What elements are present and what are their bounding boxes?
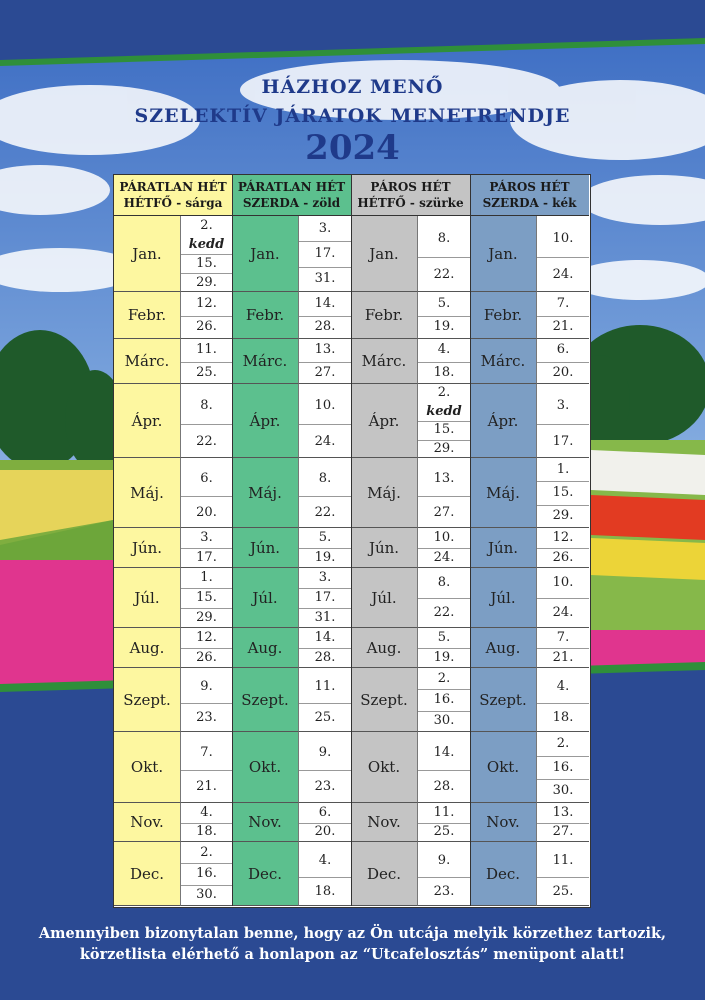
- date-divider: [299, 496, 351, 497]
- date-cell: [536, 384, 589, 458]
- date-value: 27.: [552, 824, 574, 840]
- date-value: 28.: [314, 319, 336, 335]
- column-header-title: PÁROS HÉT: [370, 180, 451, 194]
- date-value: 13.: [433, 471, 455, 486]
- date-value: 7.: [556, 630, 570, 645]
- date-value: 20.: [196, 504, 217, 520]
- date-cell: [536, 458, 589, 528]
- date-divider: [537, 424, 589, 425]
- date-cell: [298, 216, 351, 292]
- month-label: Dec.: [232, 842, 298, 906]
- month-label: Szept.: [232, 668, 298, 732]
- date-value: 24.: [552, 605, 574, 620]
- column-header-subtitle: HÉTFŐ - szürke: [357, 196, 464, 210]
- date-divider: [418, 548, 470, 549]
- date-value: 30.: [552, 783, 574, 799]
- date-divider: [418, 711, 470, 712]
- month-label: Szept.: [114, 668, 180, 732]
- date-cell: [180, 339, 232, 384]
- month-label: Nov.: [114, 803, 180, 842]
- schedule-table: [113, 174, 591, 908]
- date-value: 5.: [437, 630, 451, 645]
- date-cell: [417, 528, 470, 568]
- date-value: 19.: [314, 550, 336, 565]
- month-label: Jún.: [114, 528, 180, 568]
- date-value: 12.: [196, 295, 217, 311]
- month-label: Aug.: [470, 628, 536, 668]
- title-line-2: SZELEKTÍV JÁRATOK MENETRENDJE: [134, 105, 571, 127]
- date-divider: [299, 267, 351, 268]
- date-value: 2.: [437, 670, 451, 686]
- date-divider: [418, 648, 470, 649]
- date-value: 12.: [552, 530, 574, 545]
- date-value: 7.: [200, 745, 213, 761]
- date-value: 17.: [314, 246, 336, 261]
- date-value: 21.: [196, 779, 217, 795]
- date-value: 14.: [314, 295, 336, 311]
- date-divider: [537, 548, 589, 549]
- date-cell: [417, 216, 470, 292]
- date-value: 5.: [437, 295, 451, 311]
- date-cell: [180, 803, 232, 842]
- date-cell: [536, 628, 589, 668]
- date-value: 4.: [200, 804, 213, 820]
- date-divider: [418, 877, 470, 878]
- date-value: 19.: [433, 650, 455, 665]
- date-value: 4.: [556, 679, 570, 695]
- date-value: 2.: [556, 735, 570, 751]
- column-header-4: [470, 175, 589, 216]
- date-value: 10.: [552, 575, 574, 590]
- month-label: Máj.: [470, 458, 536, 528]
- date-cell: [536, 568, 589, 628]
- date-cell: [298, 568, 351, 628]
- date-cell: [180, 458, 232, 528]
- date-value: 23.: [433, 883, 455, 899]
- date-cell: [180, 732, 232, 803]
- column-header-subtitle: SZERDA - kék: [482, 196, 577, 210]
- date-value: 28.: [314, 650, 336, 665]
- date-cell: [417, 384, 470, 458]
- date-value: 26.: [196, 650, 217, 665]
- date-value: 18.: [552, 709, 574, 725]
- month-label: Jún.: [232, 528, 298, 568]
- date-divider: [418, 257, 470, 258]
- month-label: Febr.: [114, 292, 180, 339]
- date-value: 13.: [552, 804, 574, 820]
- date-value: 3.: [200, 530, 213, 545]
- date-value: 18.: [196, 824, 217, 840]
- date-cell: [417, 803, 470, 842]
- date-value: 9.: [200, 679, 213, 695]
- date-value: 22.: [433, 605, 455, 620]
- date-value: 9.: [318, 745, 332, 761]
- date-value: 29.: [552, 508, 574, 524]
- month-label: Máj.: [232, 458, 298, 528]
- date-divider: [537, 703, 589, 704]
- date-value: 6.: [200, 471, 213, 486]
- date-divider: [181, 588, 232, 589]
- date-value: 1.: [200, 570, 213, 585]
- date-cell: [298, 628, 351, 668]
- date-value: 22.: [433, 267, 455, 283]
- month-label: Dec.: [470, 842, 536, 906]
- date-cell: [536, 803, 589, 842]
- date-cell: [417, 842, 470, 906]
- month-label: Júl.: [232, 568, 298, 628]
- month-label: Máj.: [351, 458, 417, 528]
- date-value: 27.: [314, 364, 336, 380]
- date-value: 20.: [314, 824, 336, 840]
- month-label: Márc.: [232, 339, 298, 384]
- date-cell: [417, 292, 470, 339]
- date-cell: [298, 528, 351, 568]
- date-value: 2.: [437, 385, 451, 401]
- date-cell: [298, 292, 351, 339]
- date-cell: [180, 842, 232, 906]
- month-label: Ápr.: [232, 384, 298, 458]
- date-cell: [536, 528, 589, 568]
- date-value: 3.: [318, 220, 332, 236]
- date-value: 17.: [552, 433, 574, 449]
- date-value: 11.: [433, 804, 455, 820]
- date-value: 31.: [314, 610, 336, 625]
- date-value: 23.: [314, 779, 336, 795]
- date-value: 16.: [552, 759, 574, 775]
- date-value: 30.: [196, 887, 217, 903]
- month-label: Nov.: [232, 803, 298, 842]
- column-header-title: PÁRATLAN HÉT: [119, 180, 227, 194]
- column-header-subtitle: SZERDA - zöld: [242, 196, 341, 210]
- date-cell: [536, 668, 589, 732]
- footer-line-2: körzetlista elérhető a honlapon az “Utcafelosztás” menüpont alatt!: [79, 946, 626, 963]
- date-value: 12.: [196, 630, 217, 645]
- month-label: Jan.: [351, 216, 417, 292]
- date-divider: [537, 756, 589, 757]
- date-value: 31.: [314, 271, 336, 287]
- month-label: Júl.: [351, 568, 417, 628]
- date-value: 22.: [196, 433, 217, 449]
- date-value: 26.: [196, 319, 217, 335]
- date-value: 14.: [433, 745, 455, 761]
- month-label: Dec.: [351, 842, 417, 906]
- date-value: 8.: [437, 230, 451, 246]
- date-divider: [181, 885, 232, 886]
- date-value: 3.: [556, 398, 570, 414]
- column-header-subtitle: HÉTFŐ - sárga: [123, 196, 223, 210]
- date-value: 5.: [318, 530, 332, 545]
- month-label: Máj.: [114, 458, 180, 528]
- date-value: 8.: [437, 575, 451, 590]
- date-value: 28.: [433, 779, 455, 795]
- date-divider: [537, 648, 589, 649]
- date-value: 1.: [556, 461, 570, 477]
- date-value: 24.: [433, 550, 455, 565]
- date-divider: [537, 481, 589, 482]
- date-divider: [299, 316, 351, 317]
- date-value: 7.: [556, 295, 570, 311]
- date-value: 22.: [314, 504, 336, 520]
- month-label: Jún.: [351, 528, 417, 568]
- date-value: 3.: [318, 570, 332, 585]
- month-label: Febr.: [351, 292, 417, 339]
- date-divider: [299, 588, 351, 589]
- date-value: 8.: [200, 398, 213, 414]
- date-value: 2.: [200, 217, 213, 233]
- date-value: 25.: [433, 824, 455, 840]
- date-divider: [418, 770, 470, 771]
- date-cell: [180, 292, 232, 339]
- month-label: Ápr.: [114, 384, 180, 458]
- date-cell: [298, 339, 351, 384]
- footer-line-1: Amennyiben bizonytalan benne, hogy az Ön utcája melyik körzethez tartozik,: [38, 925, 667, 942]
- date-divider: [537, 505, 589, 506]
- month-label: Febr.: [232, 292, 298, 339]
- date-value: 18.: [433, 364, 455, 380]
- month-label: Júl.: [114, 568, 180, 628]
- date-cell: [298, 458, 351, 528]
- date-cell: [180, 528, 232, 568]
- date-divider: [299, 362, 351, 363]
- date-value: 11.: [196, 342, 217, 358]
- date-divider: [181, 254, 232, 255]
- column-header-title: PÁROS HÉT: [489, 180, 570, 194]
- date-value: 25.: [314, 709, 336, 725]
- date-cell: [417, 568, 470, 628]
- date-value: 21.: [552, 319, 574, 335]
- date-cell: [417, 668, 470, 732]
- date-cell: [417, 339, 470, 384]
- weekday-note: kedd: [188, 236, 225, 252]
- date-cell: [536, 292, 589, 339]
- date-value: 24.: [314, 433, 336, 449]
- date-cell: [536, 216, 589, 292]
- date-value: 15.: [552, 485, 574, 500]
- date-value: 16.: [433, 692, 455, 707]
- date-divider: [418, 598, 470, 599]
- column-header-2: [232, 175, 351, 216]
- column-divider: [232, 175, 233, 906]
- date-value: 10.: [314, 398, 336, 414]
- title-year: 2024: [305, 128, 400, 168]
- date-divider: [418, 362, 470, 363]
- date-divider: [299, 241, 351, 242]
- date-divider: [537, 316, 589, 317]
- month-label: Okt.: [232, 732, 298, 803]
- date-cell: [180, 568, 232, 628]
- month-label: Okt.: [470, 732, 536, 803]
- date-value: 13.: [314, 342, 336, 358]
- month-label: Febr.: [470, 292, 536, 339]
- date-value: 4.: [318, 853, 332, 869]
- date-divider: [537, 877, 589, 878]
- date-cell: [180, 384, 232, 458]
- date-value: 29.: [196, 610, 217, 625]
- date-divider: [299, 548, 351, 549]
- date-value: 29.: [433, 440, 455, 456]
- title-line-1: HÁZHOZ MENŐ: [261, 76, 444, 98]
- date-value: 25.: [552, 883, 574, 899]
- date-cell: [180, 668, 232, 732]
- date-divider: [537, 362, 589, 363]
- date-divider: [181, 496, 232, 497]
- month-label: Aug.: [232, 628, 298, 668]
- month-label: Aug.: [114, 628, 180, 668]
- date-divider: [418, 689, 470, 690]
- date-divider: [299, 608, 351, 609]
- date-value: 27.: [433, 504, 455, 520]
- column-divider: [470, 175, 471, 906]
- column-header-3: [351, 175, 470, 216]
- date-cell: [180, 628, 232, 668]
- date-divider: [299, 703, 351, 704]
- month-label: Okt.: [114, 732, 180, 803]
- date-value: 11.: [314, 679, 336, 695]
- date-cell: [417, 458, 470, 528]
- date-divider: [418, 496, 470, 497]
- month-label: Jan.: [232, 216, 298, 292]
- date-value: 23.: [196, 709, 217, 725]
- month-label: Nov.: [470, 803, 536, 842]
- date-divider: [181, 863, 232, 864]
- date-cell: [180, 216, 232, 292]
- date-value: 20.: [552, 364, 574, 380]
- month-label: Okt.: [351, 732, 417, 803]
- date-cell: [298, 803, 351, 842]
- date-cell: [536, 732, 589, 803]
- month-label: Jan.: [114, 216, 180, 292]
- month-label: Márc.: [351, 339, 417, 384]
- date-cell: [298, 732, 351, 803]
- weekday-note: kedd: [426, 403, 462, 419]
- column-divider: [351, 175, 352, 906]
- date-value: 16.: [196, 866, 217, 881]
- date-value: 17.: [314, 590, 336, 605]
- month-label: Ápr.: [470, 384, 536, 458]
- date-value: 8.: [318, 471, 332, 486]
- date-divider: [299, 877, 351, 878]
- month-label: Dec.: [114, 842, 180, 906]
- date-value: 14.: [314, 630, 336, 645]
- month-label: Jún.: [470, 528, 536, 568]
- month-label: Szept.: [351, 668, 417, 732]
- date-value: 11.: [552, 853, 574, 869]
- date-divider: [181, 273, 232, 274]
- date-value: 10.: [433, 530, 455, 545]
- date-value: 9.: [437, 853, 451, 869]
- date-divider: [299, 770, 351, 771]
- date-value: 10.: [552, 230, 574, 246]
- date-value: 21.: [552, 650, 574, 665]
- date-value: 6.: [318, 804, 332, 820]
- date-value: 30.: [433, 713, 455, 729]
- date-divider: [299, 648, 351, 649]
- date-divider: [181, 424, 232, 425]
- date-value: 29.: [196, 274, 217, 290]
- column-header-title: PÁRATLAN HÉT: [237, 180, 346, 194]
- date-divider: [299, 424, 351, 425]
- date-divider: [418, 316, 470, 317]
- date-divider: [181, 770, 232, 771]
- date-value: 25.: [196, 364, 217, 380]
- date-divider: [181, 608, 232, 609]
- date-divider: [181, 316, 232, 317]
- month-label: Szept.: [470, 668, 536, 732]
- month-label: Nov.: [351, 803, 417, 842]
- date-divider: [537, 257, 589, 258]
- date-cell: [298, 384, 351, 458]
- month-label: Márc.: [470, 339, 536, 384]
- month-label: Jan.: [470, 216, 536, 292]
- date-divider: [181, 362, 232, 363]
- date-cell: [417, 628, 470, 668]
- date-value: 17.: [196, 550, 217, 565]
- date-value: 18.: [314, 883, 336, 899]
- date-divider: [181, 648, 232, 649]
- date-cell: [417, 732, 470, 803]
- date-cell: [536, 339, 589, 384]
- date-value: 15.: [433, 422, 455, 438]
- month-label: Júl.: [470, 568, 536, 628]
- date-divider: [181, 548, 232, 549]
- date-value: 24.: [552, 267, 574, 283]
- date-value: 2.: [200, 844, 213, 860]
- date-cell: [298, 668, 351, 732]
- date-divider: [537, 779, 589, 780]
- date-value: 26.: [552, 550, 574, 565]
- month-label: Aug.: [351, 628, 417, 668]
- date-value: 15.: [196, 590, 217, 605]
- date-cell: [298, 842, 351, 906]
- column-header-1: [114, 175, 232, 216]
- date-divider: [537, 598, 589, 599]
- month-label: Ápr.: [351, 384, 417, 458]
- date-cell: [536, 842, 589, 906]
- date-value: 6.: [556, 342, 570, 358]
- date-value: 15.: [196, 255, 217, 271]
- date-value: 19.: [433, 319, 455, 335]
- date-value: 4.: [437, 342, 451, 358]
- month-label: Márc.: [114, 339, 180, 384]
- date-divider: [181, 703, 232, 704]
